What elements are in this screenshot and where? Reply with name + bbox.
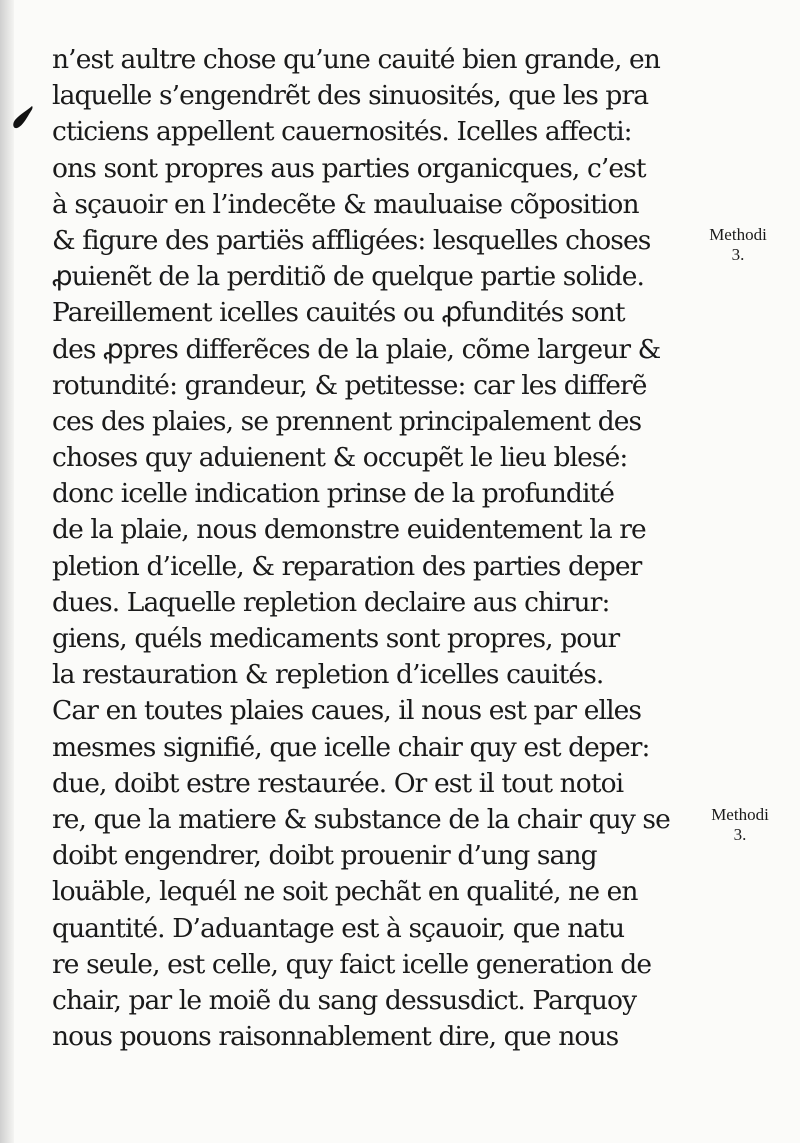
text-line: pletion d’icelle, & reparation des parties deper <box>52 550 642 582</box>
text-line: laquelle s’engendrẽt des sinuosités, que les pra <box>52 80 649 112</box>
margin-note-methodi-1 <box>692 225 784 265</box>
text-line: ꝓuienẽt de la perditiõ de quelque partie solide. <box>52 261 645 293</box>
text-line: due, doibt estre restaurée. Or est il tout notoi <box>52 767 624 799</box>
text-line: n’est aultre chose qu’une cauité bien grande, en <box>52 44 660 75</box>
text-line: chair, par le moiẽ du sang dessusdict. Parquoy <box>52 984 637 1016</box>
text-line: quantité. D’aduantage est à sçauoir, que natu <box>52 912 625 944</box>
text-line: re seule, est celle, quy faict icelle generation de <box>52 948 652 980</box>
margin-note-methodi-2 <box>694 805 786 845</box>
main-text-block <box>52 42 692 1055</box>
text-line: de la plaie, nous demonstre euidentement la re <box>52 514 646 546</box>
text-line: choses quy aduienent & occupẽt le lieu blesé: <box>52 442 628 474</box>
text-line: des ꝓpres differẽces de la plaie, cõme largeur & <box>52 333 661 365</box>
text-line: doibt engendrer, doibt prouenir d’ung sang <box>52 840 597 872</box>
margin-note-number: 3. <box>731 245 745 264</box>
text-line: cticiens appellent cauernosités. Icelles affecti: <box>52 116 632 148</box>
text-line: Pareillement icelles cauités ou ꝓfundités sont <box>52 297 625 329</box>
text-line: mesmes signifié, que icelle chair quy est deper: <box>52 731 650 763</box>
text-line: rotundité: grandeur, & petitesse: car les differẽ <box>52 369 647 401</box>
ink-blot-mark <box>10 104 36 132</box>
text-line: donc icelle indication prinse de la profundité <box>52 478 615 510</box>
text-line: giens, quéls medicaments sont propres, pour <box>52 623 620 654</box>
text-line: nous pouons raisonnablement dire, que nous <box>52 1021 619 1053</box>
text-line: à sçauoir en l’indecẽte & mauluaise cõposition <box>52 188 639 220</box>
page-gutter-shadow <box>0 0 14 1143</box>
text-line: Car en toutes plaies caues, il nous est par elles <box>52 695 642 727</box>
text-line: la restauration & repletion d’icelles cauités. <box>52 659 604 691</box>
text-line: ons sont propres aus parties organicques, c’est <box>52 152 646 184</box>
text-line: louäble, lequél ne soit pechãt en qualité, ne en <box>52 876 638 908</box>
text-line: ces des plaies, se prennent principalement des <box>52 405 642 437</box>
margin-note-number: 3. <box>733 825 747 844</box>
text-line: re, que la matiere & substance de la chair quy se <box>52 803 670 835</box>
margin-note-word: Methodi <box>709 225 767 244</box>
text-line: & figure des partiës affligées: lesquelles choses <box>52 224 651 256</box>
margin-note-word: Methodi <box>711 805 769 824</box>
text-line: dues. Laquelle repletion declaire aus chirur: <box>52 586 610 618</box>
